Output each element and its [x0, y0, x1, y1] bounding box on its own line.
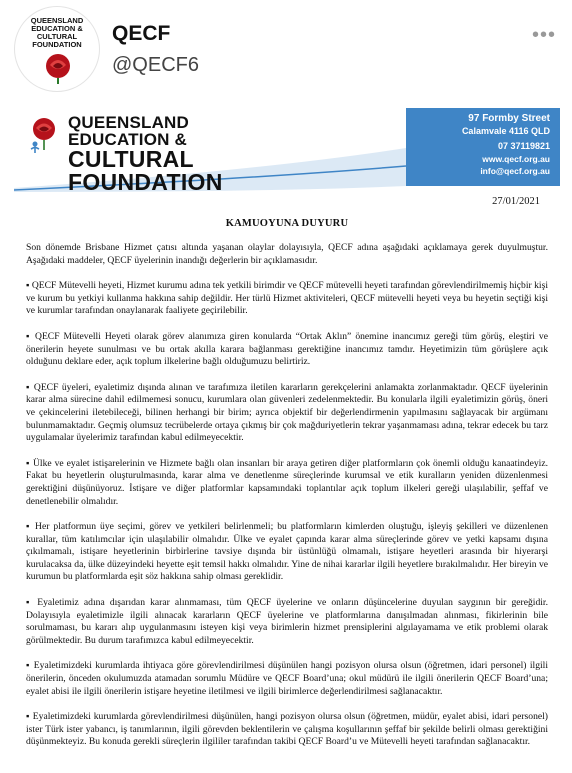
address-street: 97 Formby Street [468, 113, 550, 124]
contact-phone: 07 37119821 [497, 141, 550, 151]
contact-website: www.qecf.org.au [482, 154, 550, 164]
letterhead-org-name [68, 114, 223, 194]
more-options-icon[interactable]: ••• [531, 24, 556, 46]
list-item-text: Eyaletimizdeki kurumlarda görevlendirilmesi düşünülen, hangi pozisyon olursa olsun (öğretmen, müdür, eyalet abisi, idari personel) ister Türk ister yabancı, iş tanımlarının, ilgili görevden beklentilerin ve çalışma koşullarının şeffaf bir şekilde belirli olması gerektiğini düşünmekteyiz. Bu konuda gerekli süreçlerin ilgililer tarafından takibi QECF Board’u ve Mütevelli heyeti tarafından sağlanacaktır. [26, 711, 548, 748]
avatar[interactable] [14, 6, 100, 92]
letter-title: KAMUOYUNA DUYURU [225, 218, 349, 229]
avatar-text-line: FOUNDATION [32, 40, 82, 49]
avatar-org-name [15, 17, 99, 49]
list-item-text: QECF üyeleri, eyaletimiz dışında alınan ve tarafımıza iletilen kararların gerekçelerini anlamakta zorlanmaktadır. QECF üyelerinin karar alma sürecine dahil edilmemesi sonucu, kurumlara olan güvenleri zedelenmektedir. Bu konularla ilgili eyaletimizin görüş, öneri ve çekincelerini iletebileceği, bilinen herhangi bir birim; ayrıca objektif bir değerlendirmenin yapılmasını sağlayacak bir argümanı bulunmamaktadır. Geçmiş olumsuz tecrübelerde ortaya çıkmış bir çok mağduriyetlerin tekrar yaşanmaması adına, tekrar edecek bu tarz uygulamalar üyelerimiz tarafından kabul edilmeyecektir. [26, 381, 548, 444]
org-name-line: QUEENSLAND [68, 113, 190, 132]
list-item-text: QECF Mütevelli Heyeti olarak görev alanımıza giren konularda “Ortak Aklın” önemine inancımız gereği tüm görüş, eleştiri ve önerilerin heyete sunulması ve bu ortak akılla karara bağlanması gerektiğine inancımız tamdır. Heyetimizin tüm görüşlere açık olduğunu deklare eder, açık toplum ilkelerine bağlı olduğumuzu belirtiriz. [26, 330, 548, 368]
rose-icon [41, 51, 75, 85]
list-item: ▪ Ülke ve eyalet istişarelerinin ve Hizmete bağlı olan insanları bir araya getiren diğer platformların çok önemli olduğu kanaatindeyiz. Fakat bu heyetlerin oluşturulmasında, karar alma ve denetlenme süreçlerinde kurumsal ve etik kuralların yeniden düzenlenmesi gerektiğini düşünüyoruz. İstişare ve diğer platformlar kapsamındaki toplantılar açık toplum ilkeleri gereği ulaşılabilir, şeffaf ve denetlenebilir olmalıdır. [26, 457, 548, 507]
profile-handle[interactable]: @QECF6 [112, 54, 199, 76]
contact-panel [406, 108, 560, 186]
list-item: ▪ Eyaletimizdeki kurumlarda ihtiyaca göre görevlendirilmesi düşünülen hangi pozisyon olursa olsun (öğretmen, idari personel) ilgili önerilerin, önceden okulumuzda atamadan sorumlu Müdüre ve QECF Board’una; okul müdürü ile ilgili önerilerin QECF Board’una; eyalet abisi ile ilgili önerilerin istişare heyetine iletilmesi ve ilgili birimlerce değerlendirilmesi sağlanacaktır. [26, 660, 548, 697]
foundation-logo-icon [28, 116, 64, 154]
letter-document [14, 108, 560, 773]
avatar-text-line: CULTURAL [36, 32, 78, 41]
list-item-text: Her platformun üye seçimi, görev ve yetkileri belirlenmeli; bu platformların kimlerden oluştuğu, işleyiş şekilleri ve düzenlenen kurallar, tüm katılımcılar için ulaşılabilir olmalıdır. Ülke ve eyalet çapında karar alma süreçlerinde görev ve yetki kapsamı dışına çıkılmamalı, istişare heyetlerinin birbirlerine tavsiye dışında bir üstünlüğü olmamalı, istişare heyetleri arasında bir hiyerarşi kurulacaksa da, ülke düzeyindeki heyette eşit temsil hakkı olmalıdır. Yine de nihai kararlar ilgili heyetlere bırakılmalıdır. Her bireyin ve kurumun bu platformlarda eşit söz hakkına sahip olması gereklidir. [26, 521, 548, 583]
list-item-text: Eyaletimizdeki kurumlarda ihtiyaca göre görevlendirilmesi düşünülen hangi pozisyon olursa olsun (öğretmen, idari personel) ilgili önerilerin, önceden okulumuzda atamadan sorumlu Müdüre ve QECF Board’una; okul müdürü ile ilgili önerilerin QECF Board’una; eyalet abisi ile ilgili önerilerin istişare heyetine iletilmesi ve ilgili birimlerce değerlendirilmesi sağlanacaktır. [26, 660, 548, 697]
contact-email: info@qecf.org.au [480, 166, 550, 176]
list-item-text: Eyaletimiz adına dışarıdan karar alınmaması, tüm QECF üyelerine ve onların düşüncelerine duyulan saygının bir gereğidir. Dolayısıyla eyaletimizle ilgili alınacak kararların QECF üyelerine ve platformlarına danışılmadan alınması, fikirlerinin bile sorulmaması, bu kararı alıp uygulanmasını isteyen kişi veya birimlerin hizmet prensiplerini algılayamama ve etik problemi olarak görülmektedir. Bu durum tarafımızca kabul edilmeyecektir. [26, 597, 548, 646]
profile-name[interactable]: QECF [112, 22, 171, 45]
letter-date: 27/01/2021 [492, 196, 540, 207]
profile-header [0, 0, 572, 108]
list-item: ▪ Her platformun üye seçimi, görev ve yetkileri belirlenmeli; bu platformların kimlerden oluştuğu, işleyiş şekilleri ve düzenlenen kurallar, tüm katılımcılar için ulaşılabilir olmalıdır. Ülke ve eyalet çapında karar alma süreçlerinde görev ve yetki kapsamı dışına çıkılmamalı, istişare heyetlerinin birbirlerine tavsiye dışında bir üstünlüğü olmamalı, istişare heyetleri arasında bir hiyerarşi kurulacaksa da, ülke düzeyindeki heyette eşit temsil hakkı olmalıdır. Yine de nihai kararlar ilgili heyetlere bırakılmalıdır. Her bireyin ve kurumun bu platformlarda eşit söz hakkına sahip olması gereklidir. [26, 521, 548, 583]
org-name-line: CULTURAL [68, 146, 194, 172]
list-item-text: QECF Mütevelli heyeti, Hizmet kurumu adına tek yetkili birimdir ve QECF mütevelli heyeti tarafından görevlendirilmemiş hiçbir kişi ve kurum bu yetkiyi kullanma hakkına sahip değildir. Her türlü Hizmet aktiviteleri, QECF mütevelli heyeti veya bu heyetin seçtiği kişi ve kurumlar tarafından onaylanarak faaliyete geçirilebilir. [26, 280, 548, 317]
list-item: ▪ QECF üyeleri, eyaletimiz dışında alınan ve tarafımıza iletilen kararların gerekçelerini anlamakta zorlanmaktadır. QECF üyelerinin karar alma sürecine dahil edilmemesi sonucu, kurumlara olan güvenleri zedelenmektedir. Bu konularla ilgili eyaletimizin görüş, öneri ve çekincelerini iletebileceği, bilinen herhangi bir birim; ayrıca objektif bir değerlendirmenin yapılmasını sağlayacak bir argümanı bulunmamaktadır. Geçmiş olumsuz tecrübelerde ortaya çıkmış bir çok mağduriyetlerin tekrar yaşanmaması adına, tekrar edecek bu tarz uygulamalar üyelerimiz tarafından kabul edilmeyecektir. [26, 381, 548, 444]
org-name-line: EDUCATION & [68, 130, 187, 149]
letter-body [26, 242, 548, 762]
list-item: ▪ QECF Mütevelli Heyeti olarak görev alanımıza giren konularda “Ortak Aklın” önemine inancımız gereği tüm görüş, eleştiri ve önerilerin heyete sunulması ve bu ortak akılla karara bağlanması gerektiğine inancımız tamdır. Heyetimizin tüm görüşlere açık olduğunu deklare eder, açık toplum ilkelerine bağlı olduğumuzu belirtiriz. [26, 330, 548, 368]
list-item: ▪ Eyaletimizdeki kurumlarda görevlendirilmesi düşünülen, hangi pozisyon olursa olsun (öğretmen, müdür, eyalet abisi, idari personel) ister Türk ister yabancı, iş tanımlarının, ilgili görevden beklentilerin ve çalışma koşullarının şeffaf bir şekilde belirli olması gerektiğini düşünmekteyiz. Bu konuda gerekli süreçlerin ilgililer tarafından takibi QECF Board’u ve Mütevelli heyeti tarafından sağlanacaktır. [26, 711, 548, 748]
org-name-line: FOUNDATION [68, 169, 223, 195]
list-item: ▪ Eyaletimiz adına dışarıdan karar alınmaması, tüm QECF üyelerine ve onların düşüncelerine duyulan saygının bir gereğidir. Dolayısıyla eyaletimizle ilgili alınacak kararların QECF üyelerine ve platformlarına danışılmadan alınması, fikirlerinin bile sorulmaması, bu kararı alıp uygulanmasını isteyen kişi veya birimlerin hizmet prensiplerini algılayamama ve etik problemi olarak görülmektedir. Bu durum tarafımızca kabul edilmeyecektir. [26, 597, 548, 646]
intro-paragraph: Son dönemde Brisbane Hizmet çatısı altında yaşanan olaylar dolayısıyla, QECF adına aşağıdaki açıklamaya gerek duyulmuştur. Aşağıdaki maddeler, QECF üyelerinin inandığı değerlerin bir açıklamasıdır. [26, 242, 548, 266]
list-item-text: Ülke ve eyalet istişarelerinin ve Hizmete bağlı olan insanları bir araya getiren diğer platformların çok önemli olduğu kanaatindeyiz. Fakat bu heyetlerin oluşturulmasında, karar alma ve denetlenme süreçlerinde kurumsal ve etik kuralların yeniden düzenlenmesi gerektiğini düşünüyoruz. İstişare ve diğer platformlar kapsamındaki toplantılar açık toplum ilkeleri gereği ulaşılabilir, şeffaf ve denetlenebilir olmalıdır. [26, 457, 548, 507]
list-item: ▪ QECF Mütevelli heyeti, Hizmet kurumu adına tek yetkili birimdir ve QECF mütevelli heyeti tarafından görevlendirilmemiş hiçbir kişi ve kurum bu yetkiyi kullanma hakkına sahip değildir. Her türlü Hizmet aktiviteleri, QECF mütevelli heyeti veya bu heyetin seçtiği kişi ve kurumlar tarafından onaylanarak faaliyete geçirilebilir. [26, 280, 548, 317]
avatar-text-line: EDUCATION & [31, 24, 83, 33]
address-suburb: Calamvale 4116 QLD [461, 126, 550, 136]
avatar-text-line: QUEENSLAND [30, 16, 84, 25]
